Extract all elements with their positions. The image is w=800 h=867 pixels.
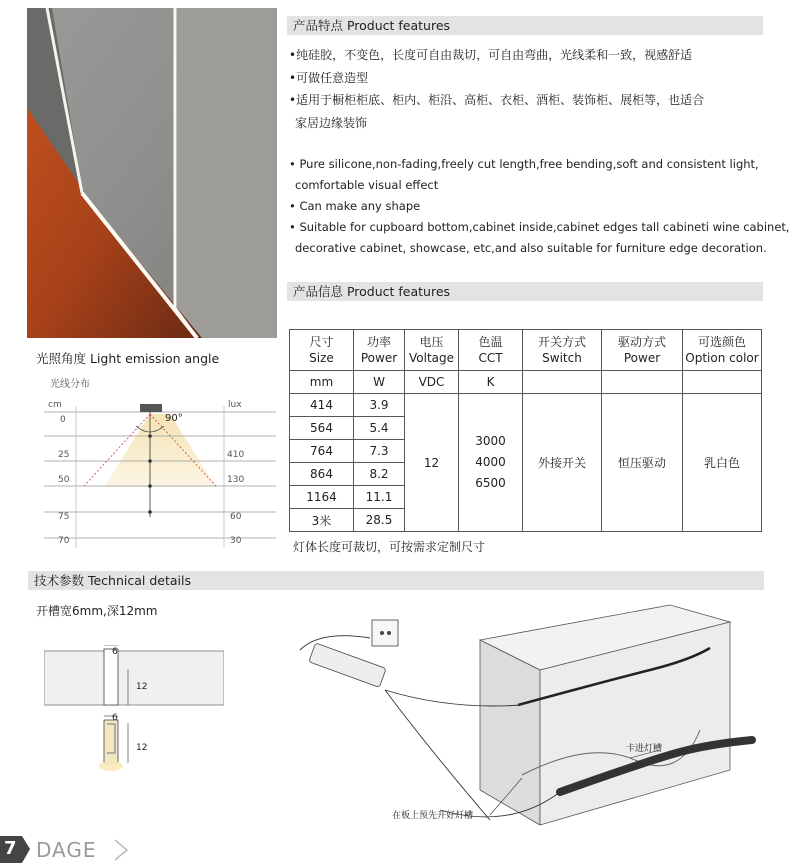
feature-en-2: comfortable visual effect [295,178,439,192]
left-tick: 75 [58,512,70,522]
unit-cell: VDC [405,371,459,394]
feature-cn-4: 家居边缘装饰 [295,115,368,130]
left-unit: cm [48,400,62,410]
info-heading: 产品信息 Product features [287,282,763,301]
light-distribution-diagram [44,392,276,552]
table-row [290,394,762,417]
power-cell: 8.2 [354,463,405,486]
angle-chart-title: 光线分布 [50,379,90,390]
right-tick: 130 [227,475,245,485]
power-cell: 5.4 [354,417,405,440]
dim-height-2: 12 [136,743,148,753]
unit-cell: mm [290,371,354,394]
table-header-row [290,330,762,371]
table-units-row [290,371,762,394]
size-cell: 3米 [290,509,354,532]
unit-cell: W [354,371,405,394]
voltage-cell: 12 [405,394,459,532]
power-cell: 7.3 [354,440,405,463]
groove-spec: 开槽宽6mm,深12mm [36,604,158,618]
size-cell: 1164 [290,486,354,509]
dim-width-1: 6 [112,647,118,657]
header-driver: 驱动方式 Power [602,330,683,371]
size-cell: 564 [290,417,354,440]
installation-illustration [290,600,770,835]
header-switch: 开关方式 Switch [523,330,602,371]
cct-cell: 3000 4000 6500 [459,394,523,532]
switch-cell: 外接开关 [523,394,602,532]
cabinet-photo-illustration [27,8,277,338]
light-cone-graphic [44,392,276,552]
header-size: 尺寸 Size [290,330,354,371]
unit-cell [523,371,602,394]
groove-cross-section [44,645,224,775]
right-unit: lux [228,400,242,410]
feature-cn-3: •适用于橱柜柜底、柜内、柜沿、高柜、衣柜、酒柜、装饰柜、展柜等，也适合 [289,93,705,107]
left-tick: 25 [58,450,70,460]
page-number: 7 [4,838,17,859]
feature-cn-1: •纯硅胶，不变色，长度可自由裁切，可自由弯曲，光线柔和一致，视感舒适 [289,48,693,62]
tech-heading: 技术参数 Technical details [28,571,764,590]
board-label: 在板上预先开好灯槽 [392,811,474,821]
table-note: 灯体长度可裁切，可按需求定制尺寸 [293,540,486,554]
unit-cell: K [459,371,523,394]
size-cell: 764 [290,440,354,463]
power-cell: 11.1 [354,486,405,509]
feature-en-5: decorative cabinet, showcase, etc,and also suitable for furniture edge decoration. [295,241,767,255]
feature-cn-2: •可做任意造型 [289,70,369,85]
header-cct: 色温 CCT [459,330,523,371]
angle-heading: 光照角度 Light emission angle [36,351,220,366]
right-tick: 30 [230,536,242,546]
groove-diagram [44,645,224,775]
spec-table [289,329,762,532]
right-tick: 60 [230,512,242,522]
slot-label: 卡进灯槽 [626,744,663,754]
features-en-list [289,154,790,259]
driver-cell: 恒压驱动 [602,394,683,532]
color-cell: 乳白色 [683,394,762,532]
feature-en-1: • Pure silicone,non-fading,freely cut length,free bending,soft and consistent light, [289,157,759,171]
feature-en-3: • Can make any shape [289,199,421,213]
unit-cell [683,371,762,394]
brand-name: DAGE [36,838,97,862]
product-photo [27,8,277,338]
left-tick: 0 [60,415,66,425]
size-cell: 414 [290,394,354,417]
size-cell: 864 [290,463,354,486]
feature-en-4: • Suitable for cupboard bottom,cabinet inside,cabinet edges tall cabineti wine cabinet, [289,220,790,234]
left-tick: 70 [58,536,70,546]
dim-width-2: 6 [112,713,118,723]
chevron-right-icon [112,838,132,862]
power-cell: 3.9 [354,394,405,417]
installation-diagram [290,600,770,835]
left-tick: 50 [58,475,70,485]
right-tick: 410 [227,450,245,460]
header-voltage: 电压 Voltage [405,330,459,371]
header-power: 功率 Power [354,330,405,371]
features-cn-list [289,44,704,134]
dim-height-1: 12 [136,682,148,692]
power-cell: 28.5 [354,509,405,532]
unit-cell [602,371,683,394]
features-heading: 产品特点 Product features [287,16,763,35]
angle-label: 90° [165,413,183,424]
header-color: 可选颜色 Option color [683,330,762,371]
